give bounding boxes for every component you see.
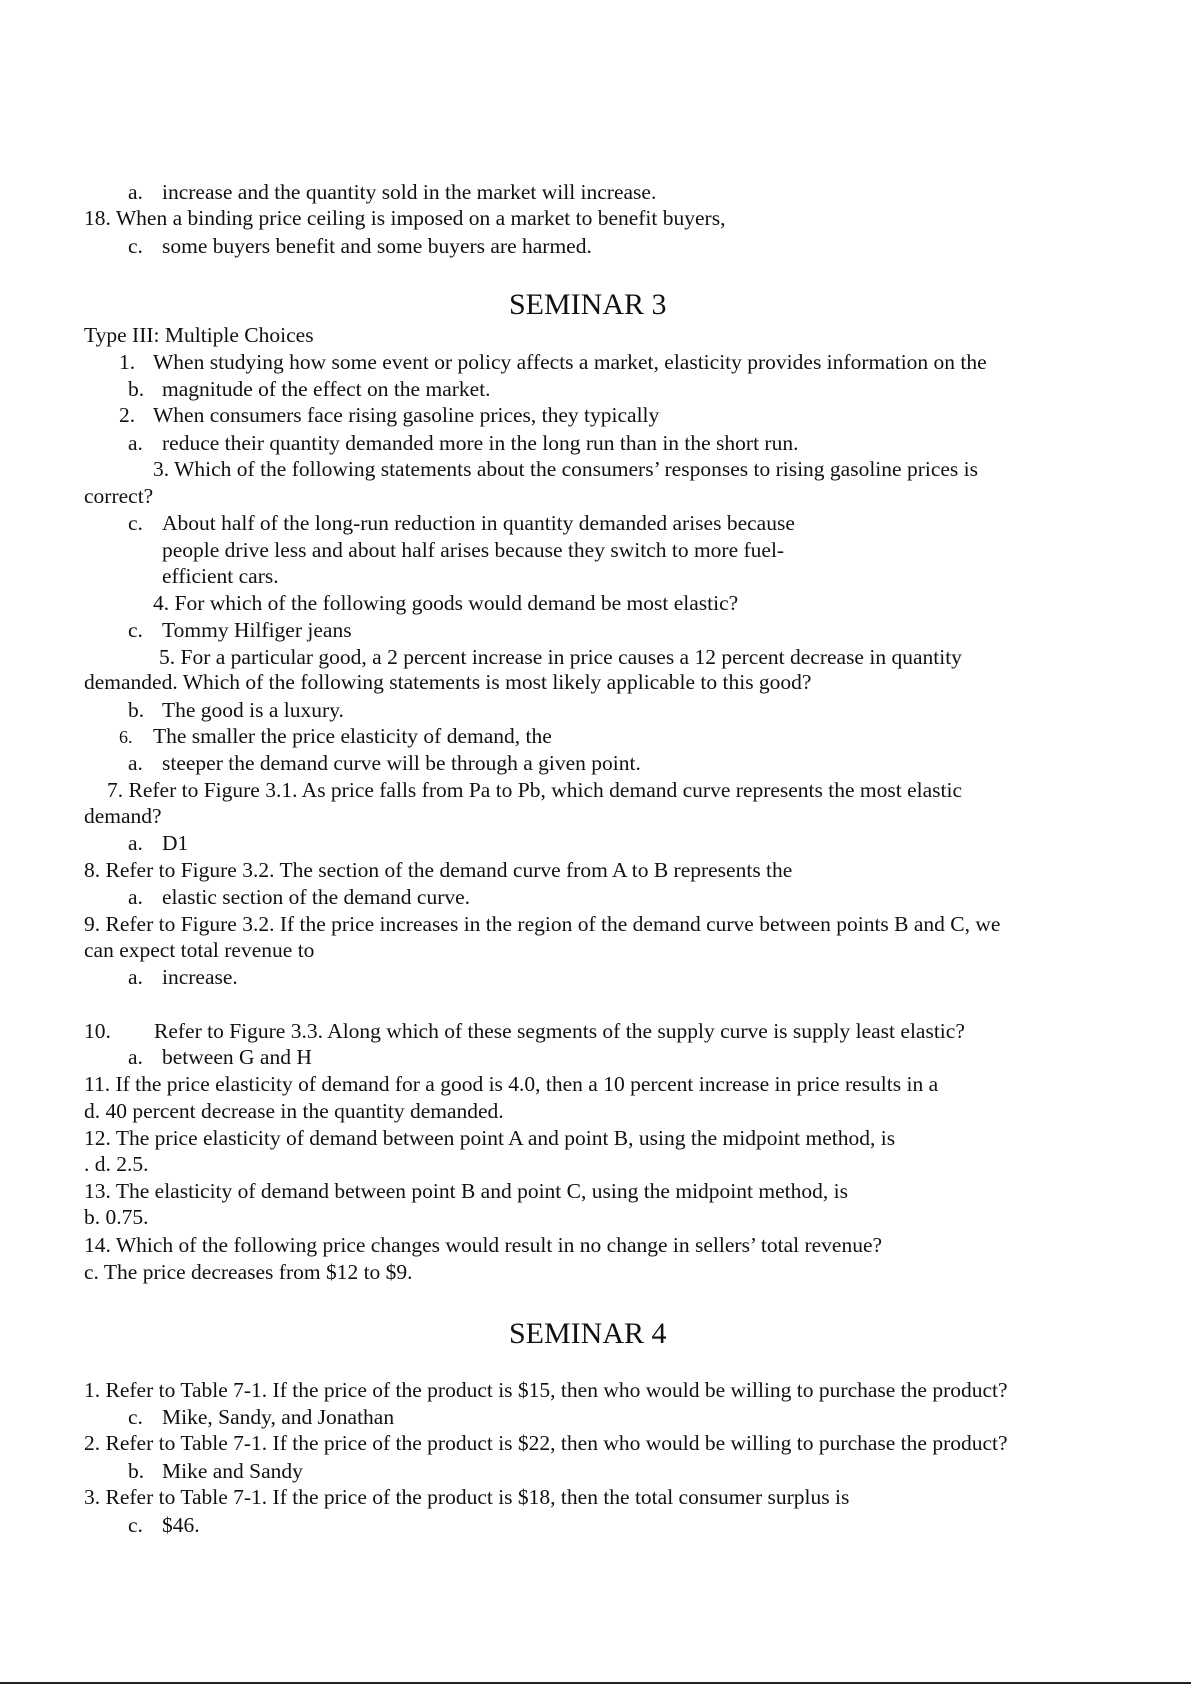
- answer-line: [128, 1458, 303, 1485]
- answer-marker: c.: [128, 1513, 143, 1537]
- question-text: When consumers face rising gasoline prices, they typically: [153, 403, 660, 427]
- answer-marker: a.: [128, 965, 143, 989]
- answer-marker: a.: [128, 1045, 143, 1069]
- answer-marker: a.: [128, 751, 143, 775]
- answer-line: . d. 2.5.: [84, 1152, 149, 1176]
- answer-marker: b.: [128, 1459, 145, 1483]
- answer-line: [128, 510, 795, 537]
- question-3-line-2: correct?: [84, 484, 154, 508]
- answer-text: between G and H: [162, 1045, 312, 1069]
- answer-text: increase.: [162, 965, 238, 989]
- answer-marker: b.: [128, 698, 145, 722]
- question-14: 14. Which of the following price changes would result in no change in sellers’ total revenue?: [84, 1233, 883, 1257]
- answer-marker: a.: [128, 431, 143, 455]
- question-number: 2.: [119, 403, 136, 427]
- question-2: 2. Refer to Table 7-1. If the price of the product is $22, then who would be willing to purchase the product?: [84, 1431, 1008, 1455]
- answer-line: [128, 233, 592, 260]
- question-18: 18. When a binding price ceiling is imposed on a market to benefit buyers,: [84, 206, 726, 230]
- answer-line: b. 0.75.: [84, 1205, 149, 1229]
- question-13: 13. The elasticity of demand between point B and point C, using the midpoint method, is: [84, 1179, 848, 1203]
- question-5-line-2: demanded. Which of the following statements is most likely applicable to this good?: [84, 670, 812, 694]
- answer-text: About half of the long-run reduction in quantity demanded arises because: [162, 511, 795, 535]
- answer-line: [128, 830, 188, 857]
- question-6: [119, 723, 552, 751]
- answer-line: [128, 1512, 200, 1539]
- question-9-line-1: 9. Refer to Figure 3.2. If the price increases in the region of the demand curve between points B and C, we: [84, 912, 1001, 936]
- answer-line: [128, 964, 238, 991]
- question-8: 8. Refer to Figure 3.2. The section of the demand curve from A to B represents the: [84, 858, 793, 882]
- answer-line: c. The price decreases from $12 to $9.: [84, 1260, 413, 1284]
- answer-marker: b.: [128, 377, 145, 401]
- question-11: 11. If the price elasticity of demand for a good is 4.0, then a 10 percent increase in price results in a: [84, 1072, 939, 1096]
- question-1: [119, 349, 987, 376]
- answer-text: The good is a luxury.: [162, 698, 344, 722]
- answer-text: some buyers benefit and some buyers are harmed.: [162, 234, 592, 258]
- question-text: The smaller the price elasticity of demand, the: [153, 724, 552, 748]
- question-1: 1. Refer to Table 7-1. If the price of the product is $15, then who would be willing to purchase the product?: [84, 1378, 1008, 1402]
- answer-line: [128, 750, 641, 777]
- question-4: 4. For which of the following goods would demand be most elastic?: [153, 591, 739, 615]
- question-10: [84, 1018, 965, 1045]
- answer-line: [128, 1044, 312, 1071]
- answer-continuation: people drive less and about half arises because they switch to more fuel-: [162, 538, 785, 562]
- answer-marker: c.: [128, 511, 143, 535]
- answer-line: [128, 884, 470, 911]
- question-2: [119, 402, 659, 429]
- answer-text: increase and the quantity sold in the market will increase.: [162, 180, 657, 204]
- answer-text: reduce their quantity demanded more in the long run than in the short run.: [162, 431, 799, 455]
- answer-line: [128, 179, 656, 206]
- question-number: 6.: [119, 727, 133, 747]
- answer-text: Mike and Sandy: [162, 1459, 303, 1483]
- answer-text: Tommy Hilfiger jeans: [162, 618, 352, 642]
- answer-text: steeper the demand curve will be through a given point.: [162, 751, 641, 775]
- section-type-label: Type III: Multiple Choices: [84, 323, 314, 347]
- answer-text: $46.: [162, 1513, 200, 1537]
- answer-marker: a.: [128, 831, 143, 855]
- question-text: Refer to Figure 3.3. Along which of these segments of the supply curve is supply least elastic?: [154, 1019, 965, 1043]
- answer-text: magnitude of the effect on the market.: [162, 377, 491, 401]
- answer-line: [128, 1404, 394, 1431]
- answer-marker: c.: [128, 1405, 143, 1429]
- question-number: 1.: [119, 350, 136, 374]
- answer-line: [128, 376, 491, 403]
- question-9-line-2: can expect total revenue to: [84, 938, 315, 962]
- answer-continuation: efficient cars.: [162, 564, 279, 588]
- question-5-line-1: 5. For a particular good, a 2 percent increase in price causes a 12 percent decrease in quantity: [159, 645, 962, 669]
- question-3-line-1: 3. Which of the following statements about the consumers’ responses to rising gasoline prices is: [153, 457, 978, 481]
- page-bottom-edge: [0, 1682, 1191, 1684]
- answer-line: d. 40 percent decrease in the quantity demanded.: [84, 1099, 504, 1123]
- question-7-line-2: demand?: [84, 804, 162, 828]
- question-3: 3. Refer to Table 7-1. If the price of the product is $18, then the total consumer surplus is: [84, 1485, 850, 1509]
- answer-marker: c.: [128, 618, 143, 642]
- seminar-3-heading: SEMINAR 3: [509, 288, 667, 321]
- answer-line: [128, 430, 798, 457]
- answer-marker: a.: [128, 180, 143, 204]
- answer-marker: a.: [128, 885, 143, 909]
- question-12: 12. The price elasticity of demand between point A and point B, using the midpoint method, is: [84, 1126, 896, 1150]
- question-number: 10.: [84, 1019, 111, 1043]
- answer-text: D1: [162, 831, 189, 855]
- question-7-line-1: 7. Refer to Figure 3.1. As price falls from Pa to Pb, which demand curve represents the most elastic: [107, 778, 963, 802]
- answer-text: elastic section of the demand curve.: [162, 885, 471, 909]
- answer-line: [128, 697, 344, 724]
- answer-marker: c.: [128, 234, 143, 258]
- seminar-4-heading: SEMINAR 4: [509, 1317, 667, 1350]
- answer-text: Mike, Sandy, and Jonathan: [162, 1405, 395, 1429]
- question-text: When studying how some event or policy affects a market, elasticity provides information on the: [153, 350, 987, 374]
- answer-line: [128, 617, 352, 644]
